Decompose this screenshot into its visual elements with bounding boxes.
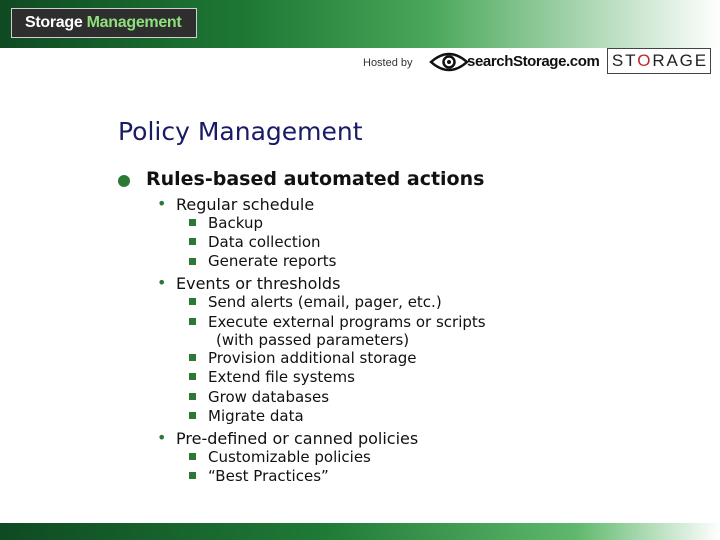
square-bullet-icon [189, 298, 196, 305]
square-bullet-icon [189, 393, 196, 400]
bullet-dot-icon: • [157, 428, 167, 447]
logo-word-management: Management [86, 14, 182, 31]
list-item: “Best Practices” [208, 467, 329, 485]
square-bullet-icon [189, 318, 196, 325]
list-item: Data collection [208, 233, 321, 251]
list-item: Grow databases [208, 388, 330, 406]
hosted-by-label: Hosted by [363, 57, 413, 69]
eye-icon [429, 50, 469, 74]
header-bar [0, 0, 720, 48]
storage-letter: T [625, 51, 636, 70]
bullet-dot-icon: • [157, 194, 167, 213]
storage-magazine-logo [607, 48, 711, 74]
list-item-continuation: (with passed parameters) [216, 331, 410, 349]
square-bullet-icon [189, 472, 196, 479]
searchstorage-logo-text: searchStorage.com [467, 53, 600, 70]
bullet-dot-icon [118, 175, 130, 187]
sub-bullet: Regular schedule [176, 195, 315, 214]
storage-management-logo [11, 8, 197, 38]
square-bullet-icon [189, 453, 196, 460]
bullet-dot-icon: • [157, 273, 167, 292]
list-item: Execute external programs or scripts [208, 313, 486, 331]
logo-word-storage: Storage [25, 14, 83, 31]
square-bullet-icon [189, 373, 196, 380]
square-bullet-icon [189, 258, 196, 265]
storage-letter: S [611, 51, 624, 70]
square-bullet-icon [189, 238, 196, 245]
storage-letter: G [679, 51, 693, 70]
list-item: Extend file systems [208, 368, 355, 386]
list-item: Provision additional storage [208, 349, 417, 367]
square-bullet-icon [189, 219, 196, 226]
list-item: Send alerts (email, pager, etc.) [208, 293, 442, 311]
storage-letter: A [666, 51, 678, 70]
storage-letter: R [652, 51, 665, 70]
footer-bar [0, 523, 720, 540]
list-item: Generate reports [208, 252, 337, 270]
square-bullet-icon [189, 412, 196, 419]
square-bullet-icon [189, 354, 196, 361]
sub-bullet: Events or thresholds [176, 274, 341, 293]
sub-bullet: Pre-defined or canned policies [176, 429, 419, 448]
list-item: Backup [208, 214, 263, 232]
list-item: Migrate data [208, 407, 304, 425]
storage-letter: O [637, 51, 651, 70]
main-bullet: Rules-based automated actions [146, 168, 485, 190]
list-item: Customizable policies [208, 448, 371, 466]
slide-title: Policy Management [118, 117, 363, 146]
storage-letter: E [694, 51, 707, 70]
